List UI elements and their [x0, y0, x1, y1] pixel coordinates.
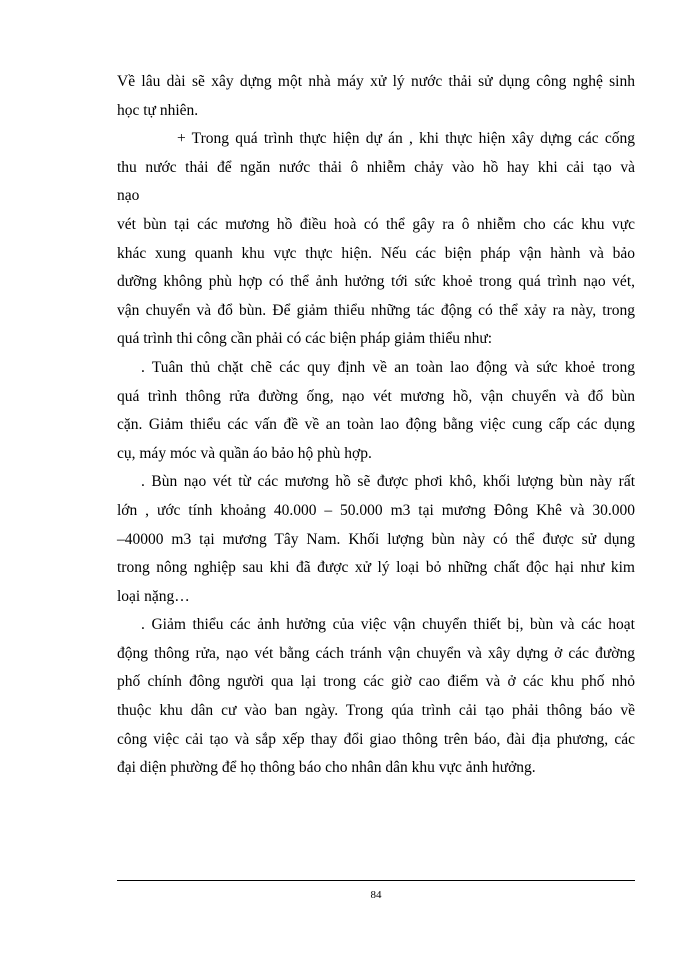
text-line: vận chuyển và đổ bùn. Để giảm thiểu những tác động có thể xảy ra này, trong [117, 301, 635, 319]
text-line: –40000 m3 tại mương Tây Nam. Khối lượng bùn này có thể được sử dụng [117, 530, 635, 548]
text-line: thuộc khu dân cư vào ban ngày. Trong qúa trình cải tạo phải thông báo về [117, 702, 635, 720]
text-line: khác xung quanh khu vực thực hiện. Nếu các biện pháp vận hành và bảo [117, 244, 635, 262]
body-text [117, 72, 635, 787]
text-line: động thông rửa, nạo vét bằng cách tránh vận chuyển và xây dựng ở các đường [117, 644, 635, 662]
text-line: thu nước thải để ngăn nước thải ô nhiễm chảy vào hồ hay khi cải tạo và [117, 158, 635, 176]
text-line: . Giảm thiểu các ảnh hưởng của việc vận chuyển thiết bị, bùn và các hoạt [141, 616, 635, 634]
text-line: Về lâu dài sẽ xây dựng một nhà máy xử lý nước thải sử dụng công nghệ sinh [117, 73, 635, 90]
text-line: cặn. Giảm thiểu các vấn đề về an toàn lao động bằng việc cung cấp các dụng [117, 416, 635, 434]
text-line: đại diện phường để họ thông báo cho nhân dân khu vực ảnh hưởng. [117, 759, 536, 777]
text-line: dưỡng không phù hợp có thể ảnh hưởng tới sức khoẻ trong quá trình nạo vét, [117, 273, 635, 291]
text-line: + Trong quá trình thực hiện dự án , khi thực hiện xây dựng các cống [177, 130, 635, 148]
text-line: . Bùn nạo vét từ các mương hồ sẽ được phơi khô, khối lượng bùn này rất [141, 473, 635, 491]
text-line: vét bùn tại các mương hồ điều hoà có thể gây ra ô nhiễm cho các khu vực [117, 215, 635, 233]
text-line: cụ, máy móc và quần áo bảo hộ phù hợp. [117, 444, 372, 462]
text-line: lớn , ước tính khoảng 40.000 – 50.000 m3 tại mương Đông Khê và 30.000 [117, 501, 635, 519]
text-line: công việc cải tạo và sắp xếp thay đổi giao thông trên báo, đài địa phương, các [117, 730, 635, 748]
footer-divider [117, 880, 635, 881]
text-line: loại nặng… [117, 587, 190, 605]
text-line: trong nông nghiệp sau khi đã được xử lý loại bỏ những chất độc hại như kim [117, 559, 635, 577]
text-line: . Tuân thủ chặt chẽ các quy định về an toàn lao động và sức khoẻ trong [141, 358, 635, 376]
text-line: quá trình thi công cần phải có các biện pháp giảm thiểu như: [117, 330, 493, 348]
text-line: phố chính đông người qua lại trong các giờ cao điểm và ở các khu phố nhỏ [117, 673, 635, 691]
text-line: nạo [117, 187, 140, 205]
text-line: học tự nhiên. [117, 101, 199, 119]
text-line: quá trình thông rửa đường ống, nạo vét mương hồ, vận chuyển và đổ bùn [117, 387, 635, 405]
page-number: 84 [370, 889, 382, 901]
